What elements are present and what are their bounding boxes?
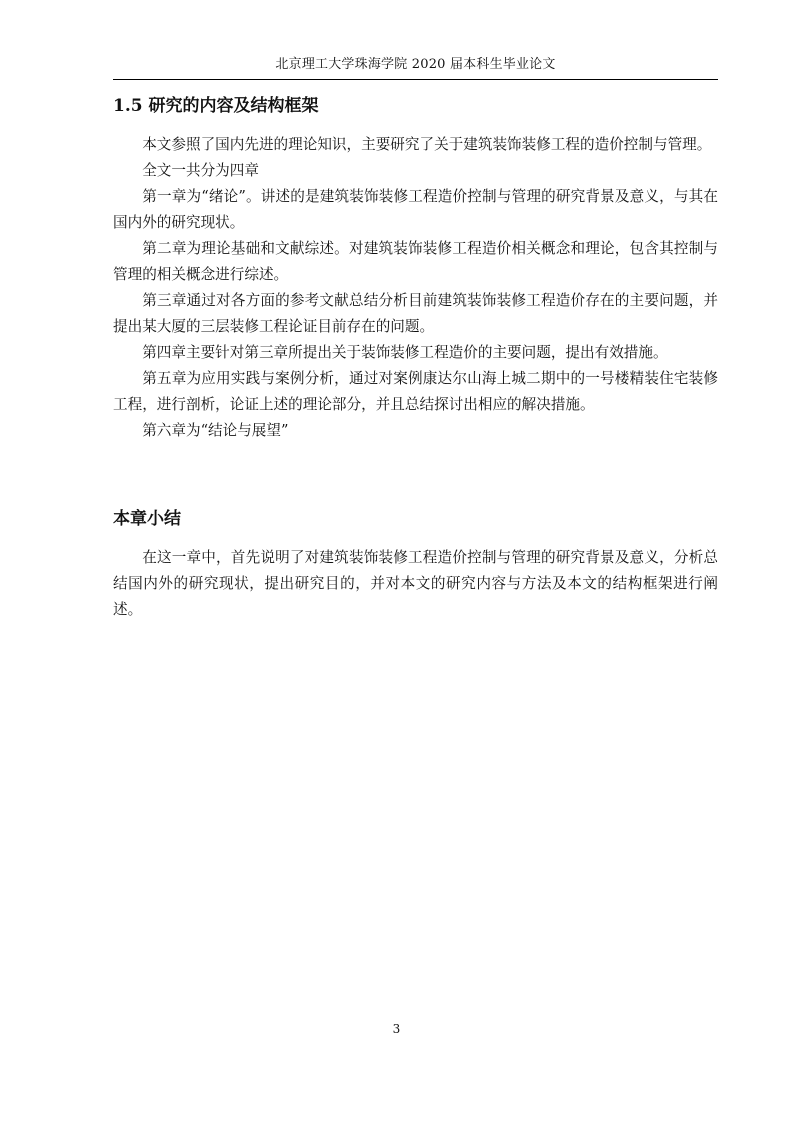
paragraph: 第四章主要针对第三章所提出关于装饰装修工程造价的主要问题，提出有效措施。 xyxy=(142,344,668,361)
paragraph: 第一章为“绪论”。讲述的是建筑装饰装修工程造价控制与管理的研究背景及意义，与其在国内外的研究现状。 xyxy=(113,188,718,231)
paragraph: 第五章为应用实践与案例分析，通过对案例康达尔山海上城二期中的一号楼精装住宅装修工程，进行剖析，论证上述的理论部分，并且总结探讨出相应的解决措施。 xyxy=(113,370,718,413)
running-header: 北京理工大学珠海学院 2020 届本科生毕业论文 xyxy=(275,57,556,72)
header-divider xyxy=(113,79,718,80)
paragraph: 第三章通过对各方面的参考文献总结分析目前建筑装饰装修工程造价存在的主要问题，并提出某大厦的三层装修工程论证目前存在的问题。 xyxy=(113,292,718,335)
summary-body xyxy=(113,545,718,623)
section-heading: 1.5 研究的内容及结构框架 xyxy=(113,96,319,116)
paragraph: 全文一共分为四章 xyxy=(142,162,259,179)
paragraph: 本文参照了国内先进的理论知识，主要研究了关于建筑装饰装修工程的造价控制与管理。 xyxy=(142,136,712,153)
page-number: 3 xyxy=(392,1022,401,1036)
paragraph: 在这一章中，首先说明了对建筑装饰装修工程造价控制与管理的研究背景及意义，分析总结国内外的研究现状，提出研究目的，并对本文的研究内容与方法及本文的结构框架进行阐述。 xyxy=(113,549,718,618)
paragraph: 第二章为理论基础和文献综述。对建筑装饰装修工程造价相关概念和理论，包含其控制与管理的相关概念进行综述。 xyxy=(113,240,718,283)
section-body xyxy=(113,132,718,444)
chapter-summary-heading: 本章小结 xyxy=(113,509,181,529)
paragraph: 第六章为“结论与展望” xyxy=(142,422,289,439)
